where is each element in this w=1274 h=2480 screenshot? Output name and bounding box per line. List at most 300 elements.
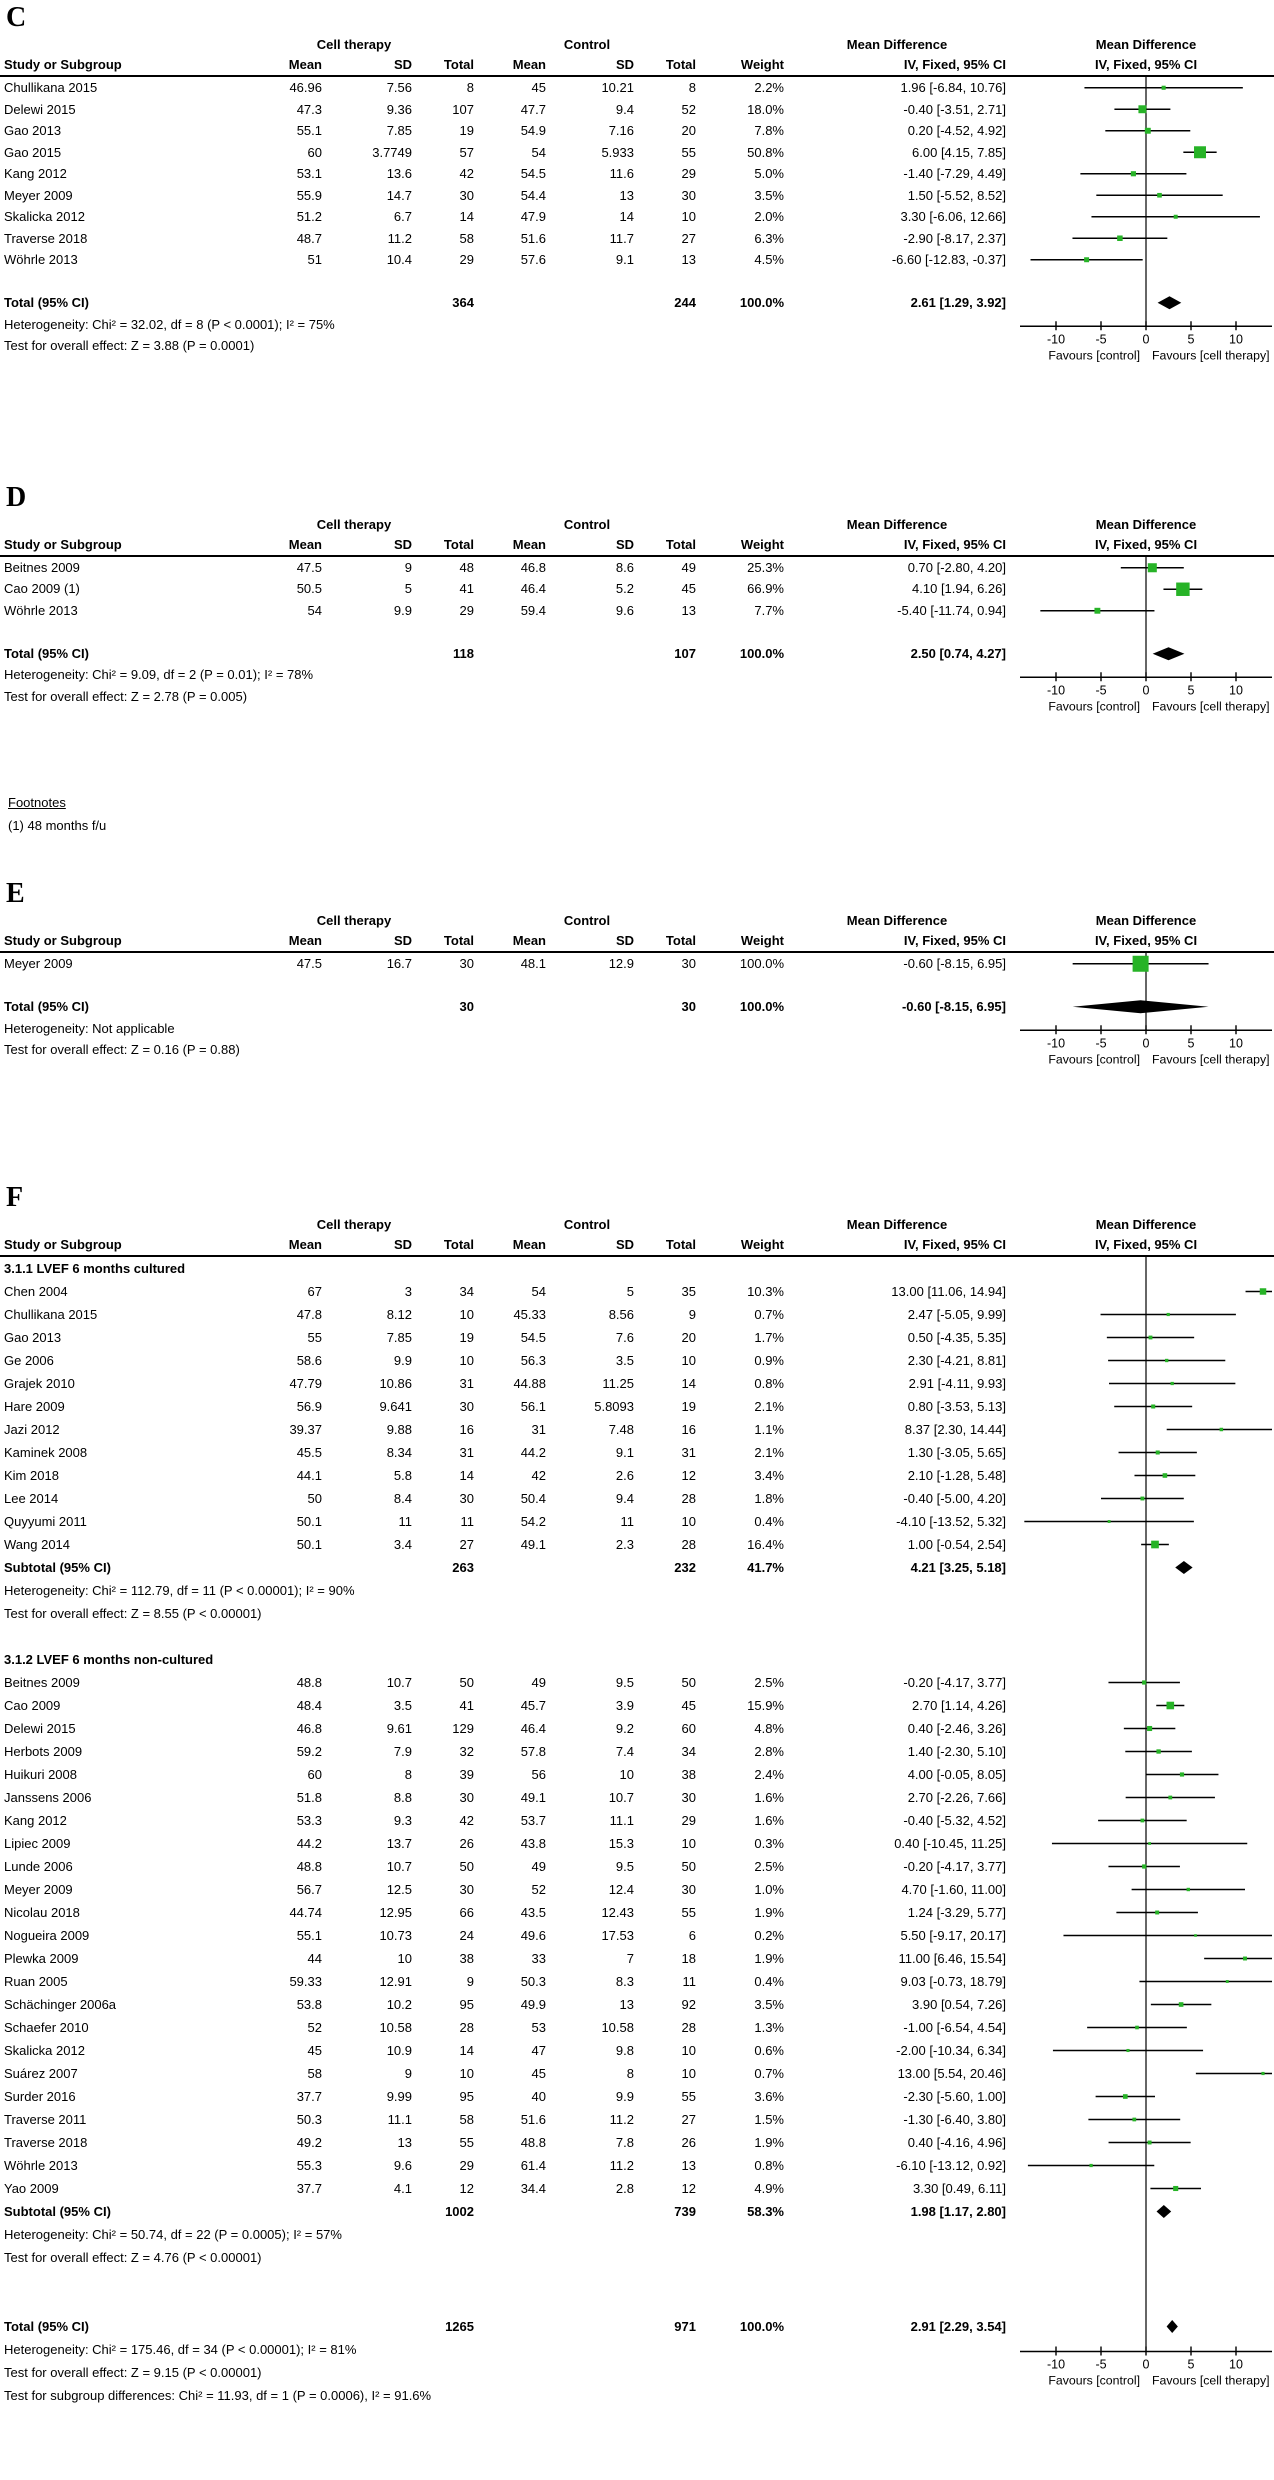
total-cell-therapy: 14 (459, 2042, 474, 2058)
total-cell-therapy: 8 (466, 80, 474, 95)
total-row (0, 643, 1274, 665)
study-row (0, 2177, 1274, 2200)
sd-cell-therapy: 13.6 (386, 166, 412, 181)
mean-cell-therapy: 51.2 (296, 209, 322, 224)
header-total-control: Total (665, 536, 696, 552)
mean-control: 34.4 (520, 2180, 546, 2196)
axis-tick-label: -5 (1095, 2357, 1107, 2371)
total-control: 16 (681, 1421, 696, 1437)
group-cell-therapy: Cell therapy (316, 913, 392, 928)
total-cell-therapy: 107 (452, 101, 474, 117)
ci-text: 6.00 [4.15, 7.85] (912, 144, 1006, 160)
sd-cell-therapy: 5.8 (393, 1467, 412, 1483)
blank-row (0, 621, 1274, 643)
study-row (0, 1809, 1274, 1832)
mean-control: 46.4 (520, 1720, 546, 1736)
sd-control: 9.6 (615, 602, 634, 618)
weight: 100.0% (739, 999, 784, 1014)
mean-control: 42 (531, 1467, 546, 1483)
total-cell-therapy: 364 (452, 295, 474, 310)
group-mean-difference: Mean Difference (846, 1216, 948, 1232)
axis-tick-label: -10 (1046, 682, 1066, 697)
favours-left-label: Favours [control] (1048, 698, 1140, 713)
stats-text: Heterogeneity: Not applicable (4, 1020, 175, 1036)
weight: 0.9% (754, 1352, 784, 1368)
weight: 2.1% (754, 1444, 784, 1460)
study-row (0, 1855, 1274, 1878)
study-label: Lipiec 2009 (4, 1835, 71, 1851)
plot-title: Mean Difference (1095, 37, 1197, 52)
weight: 2.8% (754, 1743, 784, 1759)
ci-text: 4.10 [1.94, 6.26] (912, 581, 1006, 596)
total-control: 92 (681, 1996, 696, 2012)
total-control: 28 (681, 2019, 696, 2035)
sd-control: 2.3 (615, 1536, 634, 1552)
axis-tick-label: 5 (1187, 2357, 1195, 2371)
ci-text: 3.30 [-6.06, 12.66] (900, 209, 1006, 224)
weight: 1.9% (754, 1904, 784, 1920)
total-control: 45 (681, 581, 696, 596)
study-label: Surder 2016 (4, 2088, 76, 2104)
weight: 4.5% (754, 252, 784, 267)
ci-text: 1.24 [-3.29, 5.77] (907, 1904, 1006, 1920)
study-row (0, 77, 1274, 99)
sd-cell-therapy: 9.6 (393, 2157, 412, 2173)
header-mean-control: Mean (512, 1236, 546, 1252)
mean-control: 46.4 (520, 581, 546, 596)
sd-control: 5.2 (615, 581, 634, 596)
sd-control: 8.56 (608, 1306, 634, 1322)
sd-control: 10.58 (601, 2019, 634, 2035)
sd-cell-therapy: 7.56 (386, 80, 412, 95)
total-control: 29 (681, 166, 696, 181)
study-label: Schaefer 2010 (4, 2019, 89, 2035)
study-label: Beitnes 2009 (4, 1674, 80, 1690)
total-control: 10 (681, 2042, 696, 2058)
weight: 1.3% (754, 2019, 784, 2035)
total-cell-therapy: 30 (459, 1881, 474, 1897)
sd-control: 2.8 (615, 2180, 634, 2196)
favours-left-label: Favours [control] (1048, 2373, 1140, 2387)
sd-control: 12.4 (608, 1881, 634, 1897)
ci-text: 4.00 [-0.05, 8.05] (907, 1766, 1006, 1782)
ci-text: 1.96 [-6.84, 10.76] (900, 80, 1006, 95)
ci-text: 4.21 [3.25, 5.18] (910, 1559, 1006, 1575)
ci-text: -0.20 [-4.17, 3.77] (903, 1674, 1006, 1690)
header-sd-cell-therapy: SD (393, 536, 412, 552)
study-row (0, 1832, 1274, 1855)
sd-cell-therapy: 3.7749 (372, 144, 412, 160)
mean-control: 54.2 (520, 1513, 546, 1529)
stats-text: Test for overall effect: Z = 8.55 (P < 0.00001) (4, 1605, 262, 1621)
favours-left-label: Favours [control] (1048, 1052, 1140, 1067)
total-cell-therapy: 14 (459, 1467, 474, 1483)
ci-text: -2.90 [-8.17, 2.37] (903, 230, 1006, 246)
stats-text: Heterogeneity: Chi² = 32.02, df = 8 (P < 0.0001); I² = 75% (4, 316, 335, 332)
stats-text-row (0, 664, 1274, 686)
mean-control: 49 (531, 1674, 546, 1690)
header-iv: IV, Fixed, 95% CI (903, 933, 1006, 948)
study-row (0, 1878, 1274, 1901)
total-cell-therapy: 58 (459, 230, 474, 246)
forest-plot-figure (0, 3, 1274, 2437)
study-label: Nicolau 2018 (4, 1904, 80, 1920)
total-control: 10 (681, 1513, 696, 1529)
sd-control: 8.3 (615, 1973, 634, 1989)
weight: 1.9% (754, 2134, 784, 2150)
sd-control: 10 (619, 1766, 634, 1782)
sd-cell-therapy: 9.88 (386, 1421, 412, 1437)
pooled-label: Total (95% CI) (4, 295, 89, 310)
weight: 5.0% (754, 166, 784, 181)
sd-control: 11.7 (609, 230, 634, 246)
header-sd-cell-therapy: SD (393, 933, 412, 948)
weight: 0.6% (754, 2042, 784, 2058)
mean-control: 49.9 (520, 1996, 546, 2012)
weight: 6.3% (754, 230, 784, 246)
sd-cell-therapy: 7.85 (386, 1329, 412, 1345)
study-label: Kim 2018 (4, 1467, 59, 1483)
mean-cell-therapy: 55 (307, 1329, 322, 1345)
mean-control: 49 (531, 1858, 546, 1874)
sd-control: 9.5 (615, 1858, 634, 1874)
sd-control: 7.8 (615, 2134, 634, 2150)
header-sd-cell-therapy: SD (393, 57, 412, 72)
total-cell-therapy: 30 (459, 956, 474, 971)
subgroup-heading-row (0, 1648, 1274, 1671)
header-study: Study or Subgroup (4, 536, 122, 552)
mean-cell-therapy: 48.4 (296, 1697, 322, 1713)
mean-control: 54 (531, 144, 546, 160)
mean-cell-therapy: 47.5 (296, 956, 322, 971)
ci-text: 2.50 [0.74, 4.27] (910, 645, 1006, 661)
total-cell-therapy: 30 (459, 1789, 474, 1805)
sd-cell-therapy: 10.86 (379, 1375, 412, 1391)
mean-cell-therapy: 53.8 (296, 1996, 322, 2012)
header-study: Study or Subgroup (4, 1236, 122, 1252)
study-label: Kang 2012 (4, 166, 67, 181)
sd-cell-therapy: 6.7 (393, 209, 412, 224)
sd-control: 9.4 (615, 101, 634, 117)
mean-cell-therapy: 46.96 (289, 80, 322, 95)
ci-text: 1.00 [-0.54, 2.54] (907, 1536, 1006, 1552)
sd-control: 3.9 (615, 1697, 634, 1713)
header-mean-control: Mean (512, 57, 546, 72)
header-iv: IV, Fixed, 95% CI (903, 1236, 1006, 1252)
study-row (0, 1740, 1274, 1763)
sd-control: 7.48 (608, 1421, 634, 1437)
weight: 58.3% (747, 2203, 784, 2219)
ci-text: 0.80 [-3.53, 5.13] (907, 1398, 1006, 1414)
total-cell-therapy: 50 (459, 1674, 474, 1690)
ci-text: 11.00 [6.46, 15.54] (898, 1950, 1006, 1966)
total-cell-therapy: 38 (459, 1950, 474, 1966)
mean-cell-therapy: 51.8 (296, 1789, 322, 1805)
panel-c (0, 3, 1274, 387)
favours-right-label: Favours [cell therapy] (1152, 1052, 1270, 1067)
sd-control: 11.2 (609, 2111, 634, 2127)
total-cell-therapy: 66 (459, 1904, 474, 1920)
mean-cell-therapy: 37.7 (296, 2088, 322, 2104)
total-cell-therapy: 9 (466, 1973, 474, 1989)
study-label: Schächinger 2006a (4, 1996, 117, 2012)
axis-tick-label: 0 (1142, 332, 1150, 347)
header-mean-control: Mean (512, 536, 546, 552)
study-label: Kaminek 2008 (4, 1444, 88, 1460)
study-row (0, 1970, 1274, 1993)
total-control: 35 (681, 1283, 696, 1299)
footnotes-block (8, 795, 1274, 833)
column-header (0, 1235, 1274, 1257)
study-label: Yao 2009 (4, 2180, 59, 2196)
sd-control: 8.6 (615, 559, 634, 575)
column-header (0, 535, 1274, 557)
mean-cell-therapy: 47.3 (296, 101, 322, 117)
mean-cell-therapy: 37.7 (296, 2180, 322, 2196)
mean-control: 44.2 (520, 1444, 546, 1460)
weight: 41.7% (747, 1559, 784, 1575)
header-weight: Weight (740, 1236, 784, 1252)
study-row (0, 1924, 1274, 1947)
header-iv: IV, Fixed, 95% CI (903, 57, 1006, 72)
weight: 1.7% (754, 1329, 784, 1345)
mean-control: 51.6 (520, 230, 546, 246)
sd-control: 13 (619, 187, 634, 203)
total-cell-therapy: 95 (459, 1996, 474, 2012)
sd-cell-therapy: 13 (397, 2134, 412, 2150)
ci-text: -1.30 [-6.40, 3.80] (903, 2111, 1006, 2127)
ci-text: 1.40 [-2.30, 5.10] (907, 1743, 1006, 1759)
study-row (0, 600, 1274, 622)
total-cell-therapy: 55 (459, 2134, 474, 2150)
ci-text: 2.70 [-2.26, 7.66] (907, 1789, 1006, 1805)
mean-cell-therapy: 60 (307, 1766, 322, 1782)
panel-letter: F (6, 1181, 24, 1213)
header-study: Study or Subgroup (4, 933, 122, 948)
total-control: 26 (681, 2134, 696, 2150)
sd-cell-therapy: 9.61 (386, 1720, 412, 1736)
header-mean-cell-therapy: Mean (288, 1236, 322, 1252)
total-control: 28 (681, 1536, 696, 1552)
column-header (0, 931, 1274, 953)
mean-cell-therapy: 44 (307, 1950, 322, 1966)
weight: 2.2% (754, 80, 784, 95)
header-mean-cell-therapy: Mean (288, 536, 322, 552)
weight: 18.0% (747, 101, 784, 117)
mean-control: 54.4 (520, 187, 546, 203)
total-control: 8 (688, 80, 696, 95)
weight: 0.7% (754, 2065, 784, 2081)
mean-cell-therapy: 49.2 (296, 2134, 322, 2150)
sd-cell-therapy: 10.4 (386, 252, 412, 267)
mean-control: 46.8 (520, 559, 546, 575)
total-control: 27 (681, 2111, 696, 2127)
sd-control: 14 (619, 209, 634, 224)
study-row (0, 1510, 1274, 1533)
total-cell-therapy: 34 (459, 1283, 474, 1299)
study-row (0, 2154, 1274, 2177)
ci-text: -0.40 [-5.00, 4.20] (903, 1490, 1006, 1506)
mean-cell-therapy: 56.9 (296, 1398, 322, 1414)
total-cell-therapy: 263 (452, 1559, 474, 1575)
weight: 1.8% (754, 1490, 784, 1506)
weight: 10.3% (747, 1283, 784, 1299)
mean-cell-therapy: 53.1 (296, 166, 322, 181)
ci-text: 13.00 [11.06, 14.94] (891, 1283, 1006, 1299)
stats-text-row (0, 335, 1274, 357)
ci-text: 2.30 [-4.21, 8.81] (907, 1352, 1006, 1368)
total-cell-therapy: 42 (459, 1812, 474, 1828)
mean-control: 45 (531, 80, 546, 95)
column-group-header (0, 35, 1274, 55)
total-cell-therapy: 28 (459, 2019, 474, 2035)
header-total-control: Total (665, 1236, 696, 1252)
total-control: 60 (681, 1720, 696, 1736)
study-label: Traverse 2011 (4, 2111, 87, 2127)
sd-control: 9.2 (615, 1720, 634, 1736)
total-cell-therapy: 41 (459, 581, 474, 596)
total-control: 38 (681, 1766, 696, 1782)
sd-control: 2.6 (615, 1467, 634, 1483)
sd-cell-therapy: 8.4 (393, 1490, 412, 1506)
panel-d (0, 483, 1274, 738)
header-sd-control: SD (615, 1236, 634, 1252)
study-label: Wang 2014 (4, 1536, 71, 1552)
axis-tick-label: -5 (1095, 1036, 1107, 1051)
total-cell-therapy: 19 (459, 123, 474, 138)
total-control: 12 (681, 2180, 696, 2196)
header-sd-cell-therapy: SD (393, 1236, 412, 1252)
mean-cell-therapy: 50 (307, 1490, 322, 1506)
sd-cell-therapy: 14.7 (386, 187, 412, 203)
total-cell-therapy: 30 (459, 999, 474, 1014)
sd-control: 9.8 (615, 2042, 634, 2058)
study-row (0, 557, 1274, 579)
axis-tick-label: 0 (1142, 2357, 1150, 2371)
study-label: Huikuri 2008 (4, 1766, 77, 1782)
header-sd-control: SD (615, 57, 634, 72)
study-label: Chullikana 2015 (4, 80, 98, 95)
weight: 100.0% (739, 2318, 784, 2334)
mean-control: 43.8 (520, 1835, 546, 1851)
total-cell-therapy: 1002 (445, 2203, 474, 2219)
total-control: 10 (681, 209, 696, 224)
forest-body (0, 35, 1274, 387)
stats-text-row (0, 1602, 1274, 1625)
mean-cell-therapy: 55.1 (296, 1927, 322, 1943)
study-row (0, 1694, 1274, 1717)
header-total-control: Total (665, 933, 696, 948)
mean-control: 48.1 (520, 956, 546, 971)
total-control: 10 (681, 1352, 696, 1368)
sd-control: 9.9 (615, 2088, 634, 2104)
mean-cell-therapy: 45.5 (296, 1444, 322, 1460)
sd-control: 11.1 (609, 1812, 634, 1828)
group-control: Control (563, 913, 611, 928)
sd-cell-therapy: 9.9 (393, 602, 412, 618)
sd-cell-therapy: 3.4 (393, 1536, 412, 1552)
study-row (0, 1395, 1274, 1418)
blank-row (0, 2269, 1274, 2292)
stats-text: Heterogeneity: Chi² = 175.46, df = 34 (P < 0.00001); I² = 81% (4, 2341, 357, 2357)
total-control: 12 (681, 1467, 696, 1483)
mean-cell-therapy: 55.9 (296, 187, 322, 203)
weight: 0.2% (754, 1927, 784, 1943)
mean-control: 56.3 (520, 1352, 546, 1368)
total-cell-therapy: 31 (459, 1375, 474, 1391)
total-cell-therapy: 95 (459, 2088, 474, 2104)
sd-cell-therapy: 8.12 (386, 1306, 412, 1322)
mean-cell-therapy: 60 (307, 144, 322, 160)
study-row (0, 206, 1274, 228)
mean-cell-therapy: 53.3 (296, 1812, 322, 1828)
sd-cell-therapy: 10.2 (386, 1996, 412, 2012)
stats-text-row (0, 314, 1274, 336)
header-sd-control: SD (615, 536, 634, 552)
sd-cell-therapy: 7.85 (386, 123, 412, 138)
sd-control: 13 (619, 1996, 634, 2012)
study-row (0, 1418, 1274, 1441)
study-row (0, 2131, 1274, 2154)
total-cell-therapy: 30 (459, 1398, 474, 1414)
header-study: Study or Subgroup (4, 57, 122, 72)
weight: 100.0% (739, 956, 784, 971)
study-row (0, 1763, 1274, 1786)
header-weight: Weight (740, 57, 784, 72)
mean-control: 52 (531, 1881, 546, 1897)
sd-cell-therapy: 9 (404, 559, 412, 575)
total-cell-therapy: 16 (459, 1421, 474, 1437)
total-control: 27 (681, 230, 696, 246)
total-control: 11 (682, 1973, 696, 1989)
total-cell-therapy: 32 (459, 1743, 474, 1759)
ci-text: 0.40 [-2.46, 3.26] (907, 1720, 1006, 1736)
total-cell-therapy: 10 (459, 2065, 474, 2081)
study-row (0, 2039, 1274, 2062)
study-row (0, 578, 1274, 600)
study-row (0, 1349, 1274, 1372)
stats-text: Test for subgroup differences: Chi² = 11.93, df = 1 (P = 0.0006), I² = 91.6% (4, 2387, 432, 2403)
total-control: 30 (681, 956, 696, 971)
sd-control: 9.1 (615, 252, 634, 267)
plot-subtitle: IV, Fixed, 95% CI (1094, 933, 1198, 948)
header-total-cell-therapy: Total (443, 1236, 474, 1252)
panel-letter: C (6, 2, 27, 33)
study-row (0, 1441, 1274, 1464)
stats-text-row (0, 1579, 1274, 1602)
ci-text: -0.60 [-8.15, 6.95] (903, 956, 1006, 971)
sd-cell-therapy: 5 (404, 581, 412, 596)
ci-text: 2.91 [2.29, 3.54] (910, 2318, 1006, 2334)
total-cell-therapy: 29 (459, 252, 474, 267)
mean-control: 50.3 (520, 1973, 546, 1989)
mean-cell-therapy: 47.5 (296, 559, 322, 575)
stats-text-row (0, 2338, 1274, 2361)
ci-text: 1.30 [-3.05, 5.65] (907, 1444, 1006, 1460)
sd-cell-therapy: 12.5 (386, 1881, 412, 1897)
total-cell-therapy: 41 (459, 1697, 474, 1713)
ci-text: 0.50 [-4.35, 5.35] (907, 1329, 1006, 1345)
mean-control: 61.4 (520, 2157, 546, 2173)
subgroup-heading: 3.1.1 LVEF 6 months cultured (4, 1260, 186, 1276)
study-label: Skalicka 2012 (4, 209, 85, 224)
header-sd-control: SD (615, 933, 634, 948)
mean-cell-therapy: 55.1 (296, 123, 322, 138)
blank-row (0, 2292, 1274, 2315)
total-cell-therapy: 29 (459, 602, 474, 618)
stats-text: Test for overall effect: Z = 0.16 (P = 0.88) (4, 1042, 240, 1057)
total-row (0, 2315, 1274, 2338)
